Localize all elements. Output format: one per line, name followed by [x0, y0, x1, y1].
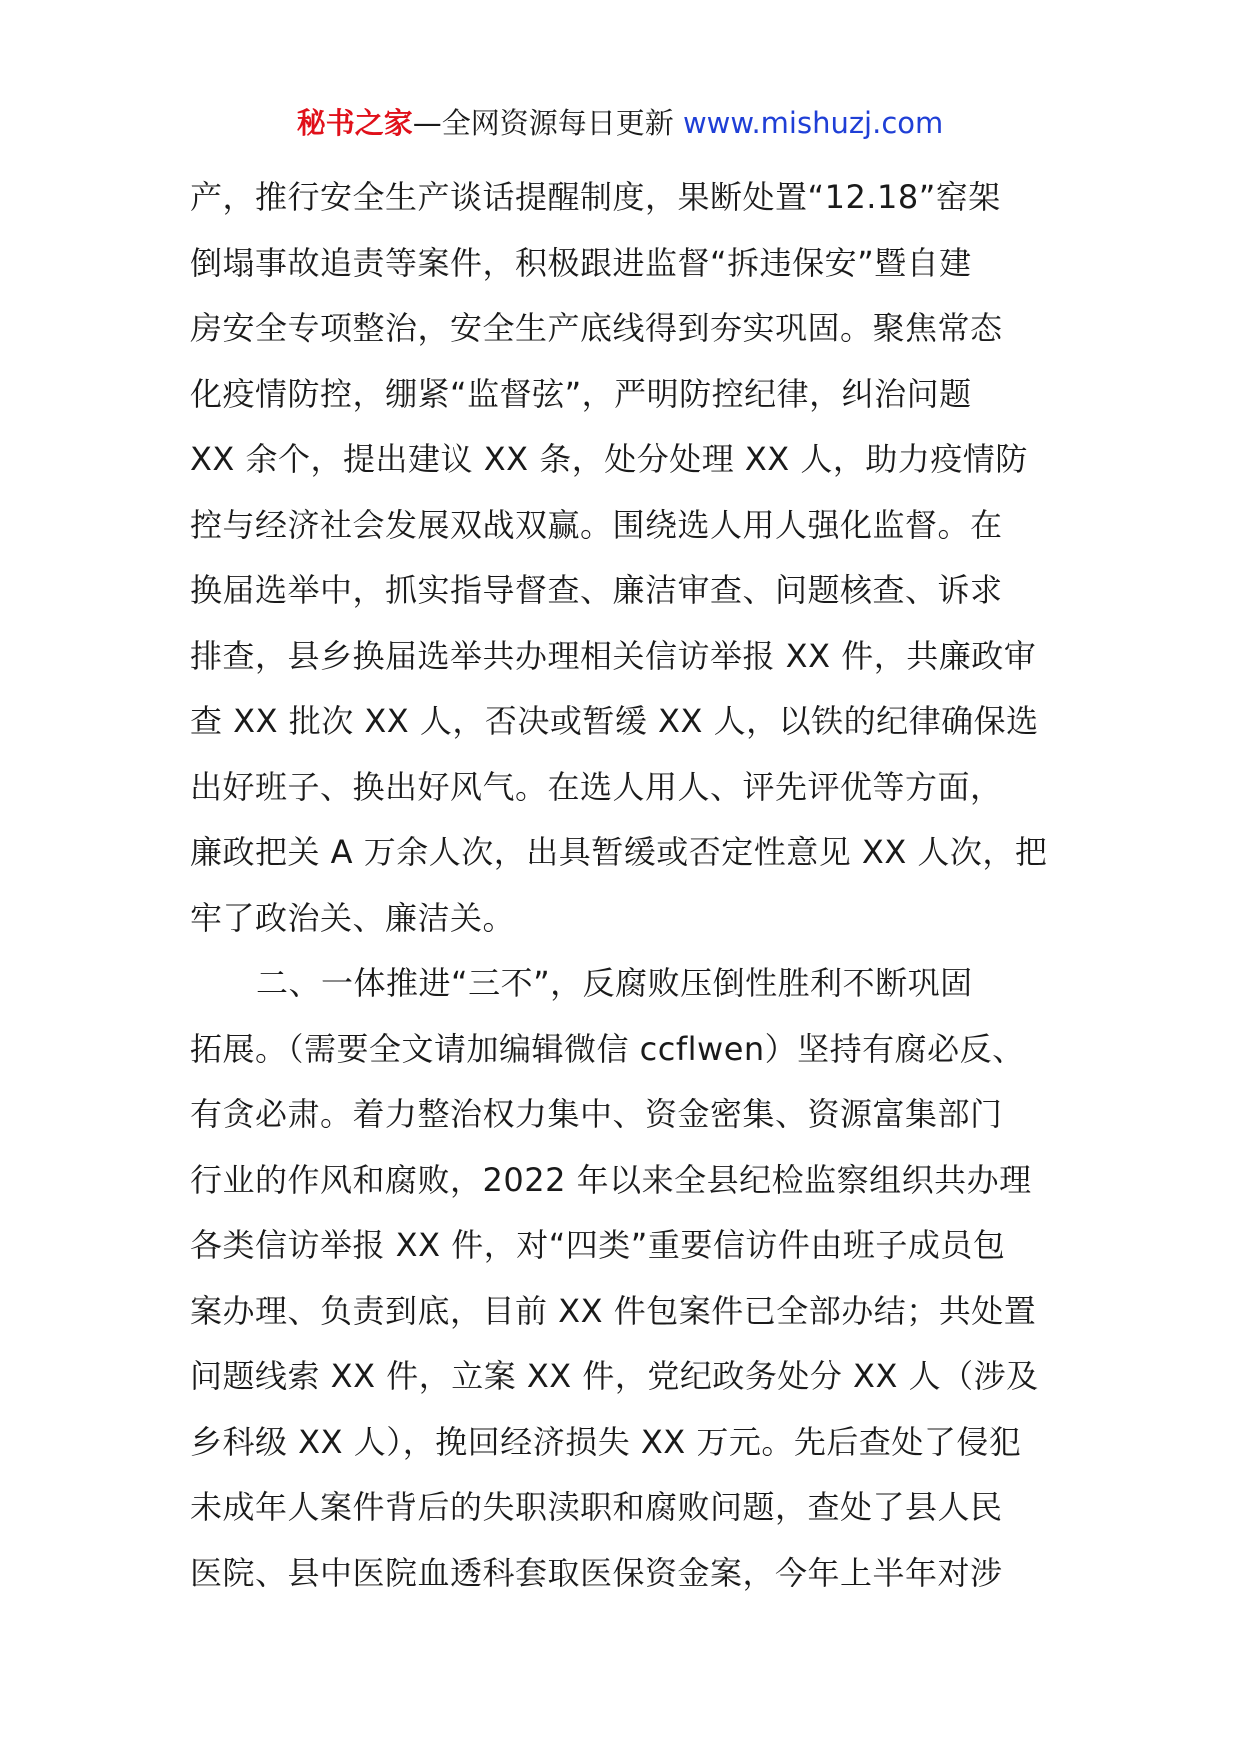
text-line: 查 XX 批次 XX 人，否决或暂缓 XX 人，以铁的纪律确保选	[190, 702, 1039, 740]
section-heading-line: 二、一体推进“三不”，反腐败压倒性胜利不断巩固	[256, 964, 973, 1002]
text-line: 医院、县中医院血透科套取医保资金案，今年上半年对涉	[190, 1553, 1003, 1592]
text-line: 排查，县乡换届选举共办理相关信访举报 XX 件，共廉政审	[190, 636, 1037, 675]
text-line: 化疫情防控，绷紧“监督弦”，严明防控纪律，纠治问题	[190, 374, 972, 413]
text-line: 案办理、负责到底，目前 XX 件包案件已全部办结；共处置	[190, 1291, 1037, 1330]
document-body	[190, 165, 1060, 1606]
text-line: 各类信访举报 XX 件，对“四类”重要信访件由班子成员包	[190, 1226, 1006, 1264]
text-line: 行业的作风和腐败，2022 年以来全县纪检监察组织共办理	[190, 1160, 1032, 1199]
text-line: 问题线索 XX 件，立案 XX 件，党纪政务处分 XX 人（涉及	[190, 1357, 1039, 1395]
text-line: 廉政把关 A 万余人次，出具暂缓或否定性意见 XX 人次，把	[190, 833, 1048, 871]
text-line: 产，推行安全生产谈话提醒制度，果断处置“12.18”窑架	[190, 178, 1001, 216]
text-line: 倒塌事故追责等案件，积极跟进监督“拆违保安”暨自建	[190, 243, 972, 282]
text-line: 出好班子、换出好风气。在选人用人、评先评优等方面，	[190, 767, 1003, 806]
brand-name: 秘书之家	[296, 106, 413, 140]
text-line: 有贪必肃。着力整治权力集中、资金密集、资源富集部门	[190, 1095, 1003, 1133]
header-tagline: —全网资源每日更新	[412, 106, 674, 140]
page-header	[0, 103, 1240, 143]
text-line: 牢了政治关、廉洁关。	[190, 898, 516, 937]
text-line: XX 余个，提出建议 XX 条，处分处理 XX 人，助力疫情防	[190, 440, 1028, 478]
text-line: 控与经济社会发展双战双赢。围绕选人用人强化监督。在	[190, 505, 1003, 544]
text-line: 换届选举中，抓实指导督查、廉洁审查、问题核查、诉求	[190, 571, 1003, 609]
text-line: 拓展。（需要全文请加编辑微信 ccflwen）坚持有腐必反、	[190, 1029, 1025, 1068]
text-line: 房安全专项整治，安全生产底线得到夯实巩固。聚焦常态	[190, 309, 1003, 347]
text-line: 未成年人案件背后的失职渎职和腐败问题，查处了县人民	[190, 1488, 1003, 1526]
website-link[interactable]: www.mishuzj.com	[682, 106, 944, 140]
text-line: 乡科级 XX 人），挽回经济损失 XX 万元。先后查处了侵犯	[190, 1422, 1022, 1461]
